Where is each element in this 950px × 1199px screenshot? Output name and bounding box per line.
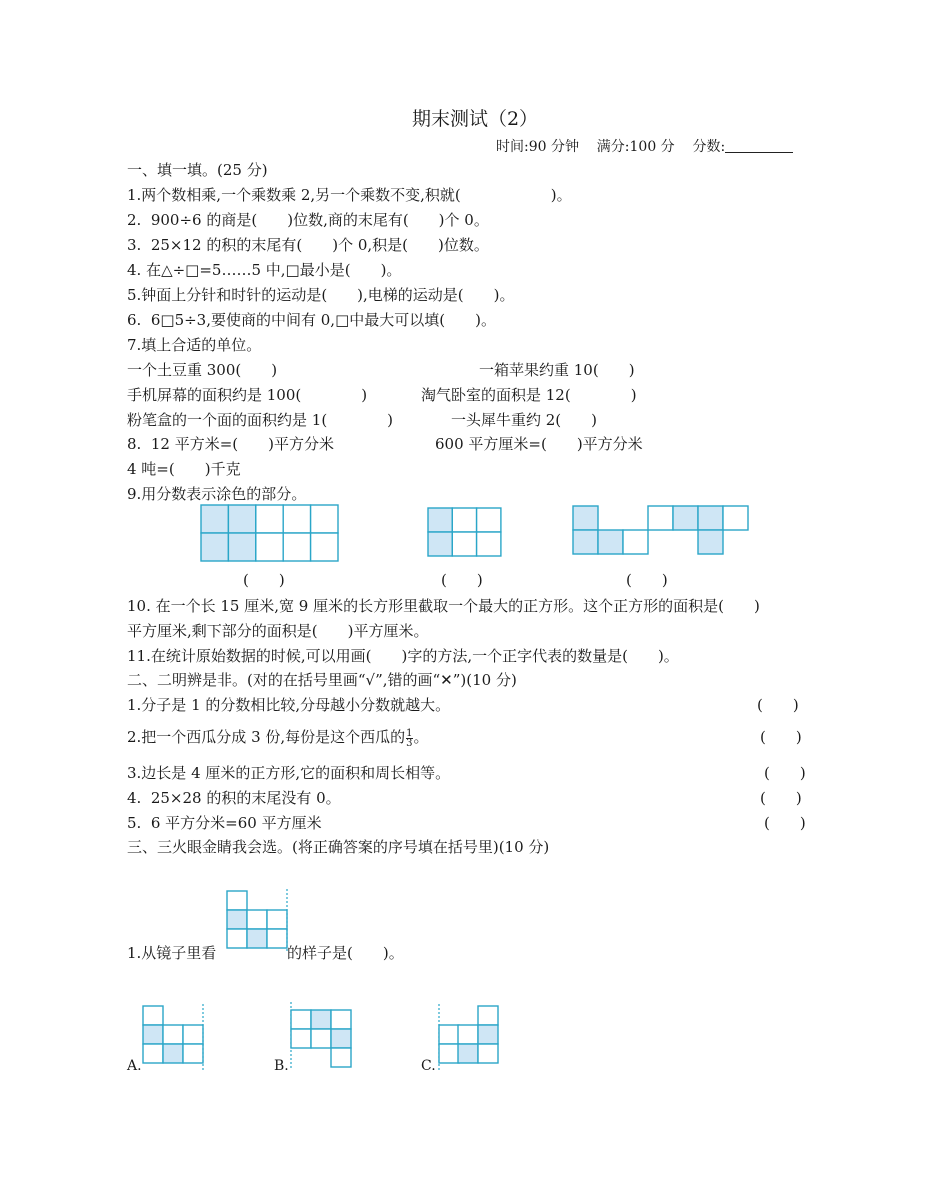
option-a-figure[interactable] — [141, 1004, 207, 1068]
s1-question-7c: 手机屏幕的面积约是 100( ) — [127, 386, 368, 404]
option-c-figure[interactable] — [436, 1004, 502, 1068]
s3-q1-figure — [225, 889, 291, 953]
option-c-label[interactable]: C. — [421, 1058, 436, 1074]
q9-answer-1[interactable]: ( ) — [243, 571, 285, 589]
time-info: 时间:90 分钟 — [496, 139, 579, 155]
s1-question-4: 4. 在△÷□=5……5 中,□最小是( )。 — [127, 261, 402, 279]
s1-question-7d: 淘气卧室的面积是 12( ) — [421, 386, 637, 404]
s3-question-1-pre: 1.从镜子里看 — [127, 944, 217, 962]
q9-answer-3[interactable]: ( ) — [626, 571, 668, 589]
s1-question-1: 1.两个数相乘,一个乘数乘 2,另一个乘数不变,积就( )。 — [127, 186, 572, 204]
s2-answer-2[interactable]: ( ) — [760, 728, 802, 746]
s3-question-1-post: 的样子是( )。 — [287, 944, 404, 962]
s1-question-7a: 一个土豆重 300( ) — [127, 361, 278, 379]
s1-question-5: 5.钟面上分针和时针的运动是( ),电梯的运动是( )。 — [127, 286, 515, 304]
s1-question-7e: 粉笔盒的一个面的面积约是 1( ) — [127, 411, 394, 429]
s2-question-4: 4. 25×28 的积的末尾没有 0。 — [127, 789, 341, 807]
section1-heading: 一、填一填。(25 分) — [127, 161, 268, 179]
option-b-figure[interactable] — [288, 1002, 354, 1070]
s1-question-8c: 4 吨=( )千克 — [127, 460, 241, 478]
s1-question-10-line2: 平方厘米,剩下部分的面积是( )平方厘米。 — [127, 622, 429, 640]
s1-question-10-line1: 10. 在一个长 15 厘米,宽 9 厘米的长方形里截取一个最大的正方形。这个正方形的面积是( ) — [127, 597, 760, 615]
s1-question-8a: 8. 12 平方米=( )平方分米 — [127, 435, 334, 453]
s1-question-8b: 600 平方厘米=( )平方分米 — [435, 435, 643, 453]
section2-heading: 二、二明辨是非。(对的在括号里画“√”,错的画“✕”)(10 分) — [127, 671, 517, 689]
option-a-label[interactable]: A. — [127, 1058, 142, 1074]
s2-question-5: 5. 6 平方分米=60 平方厘米 — [127, 814, 322, 832]
s2-answer-4[interactable]: ( ) — [760, 789, 802, 807]
s1-question-2: 2. 900÷6 的商是( )位数,商的末尾有( )个 0。 — [127, 211, 489, 229]
s2-question-1: 1.分子是 1 的分数相比较,分母越小分数就越大。 — [127, 696, 451, 714]
q9-figure-1 — [200, 504, 340, 564]
q9-fig1-cells — [201, 505, 338, 561]
score-label: 分数: — [692, 139, 726, 155]
s1-question-6: 6. 6□5÷3,要使商的中间有 0,□中最大可以填( )。 — [127, 311, 496, 329]
s1-question-7: 7.填上合适的单位。 — [127, 336, 262, 354]
s1-question-3: 3. 25×12 的积的末尾有( )个 0,积是( )位数。 — [127, 236, 489, 254]
s1-question-7b: 一箱苹果约重 10( ) — [479, 361, 635, 379]
exam-info — [496, 136, 793, 156]
q9-figure-2 — [427, 507, 503, 559]
s2-answer-1[interactable]: ( ) — [757, 696, 799, 714]
s2-question-3: 3.边长是 4 厘米的正方形,它的面积和周长相等。 — [127, 764, 451, 782]
score-blank[interactable] — [725, 138, 793, 153]
s1-question-7f: 一头犀牛重约 2( ) — [451, 411, 598, 429]
s2-question-2: 2.把一个西瓜分成 3 份,每份是这个西瓜的 $\frac{1}{3}$ 。 — [127, 727, 429, 749]
s2-answer-3[interactable]: ( ) — [764, 764, 806, 782]
section3-heading: 三、三火眼金睛我会选。(将正确答案的序号填在括号里)(10 分) — [127, 838, 550, 856]
q9-figure-3 — [572, 505, 750, 557]
s1-question-11: 11.在统计原始数据的时候,可以用画( )字的方法,一个正字代表的数量是( )。 — [127, 647, 679, 665]
full-score-info: 满分:100 分 — [596, 139, 675, 155]
option-b-label[interactable]: B. — [274, 1058, 289, 1074]
q9-answer-2[interactable]: ( ) — [441, 571, 483, 589]
page-title: 期末测试（2） — [411, 108, 539, 130]
s1-question-9: 9.用分数表示涂色的部分。 — [127, 485, 307, 503]
fraction-one-third: $\frac{1}{3}$ — [406, 727, 413, 749]
s2-answer-5[interactable]: ( ) — [764, 814, 806, 832]
